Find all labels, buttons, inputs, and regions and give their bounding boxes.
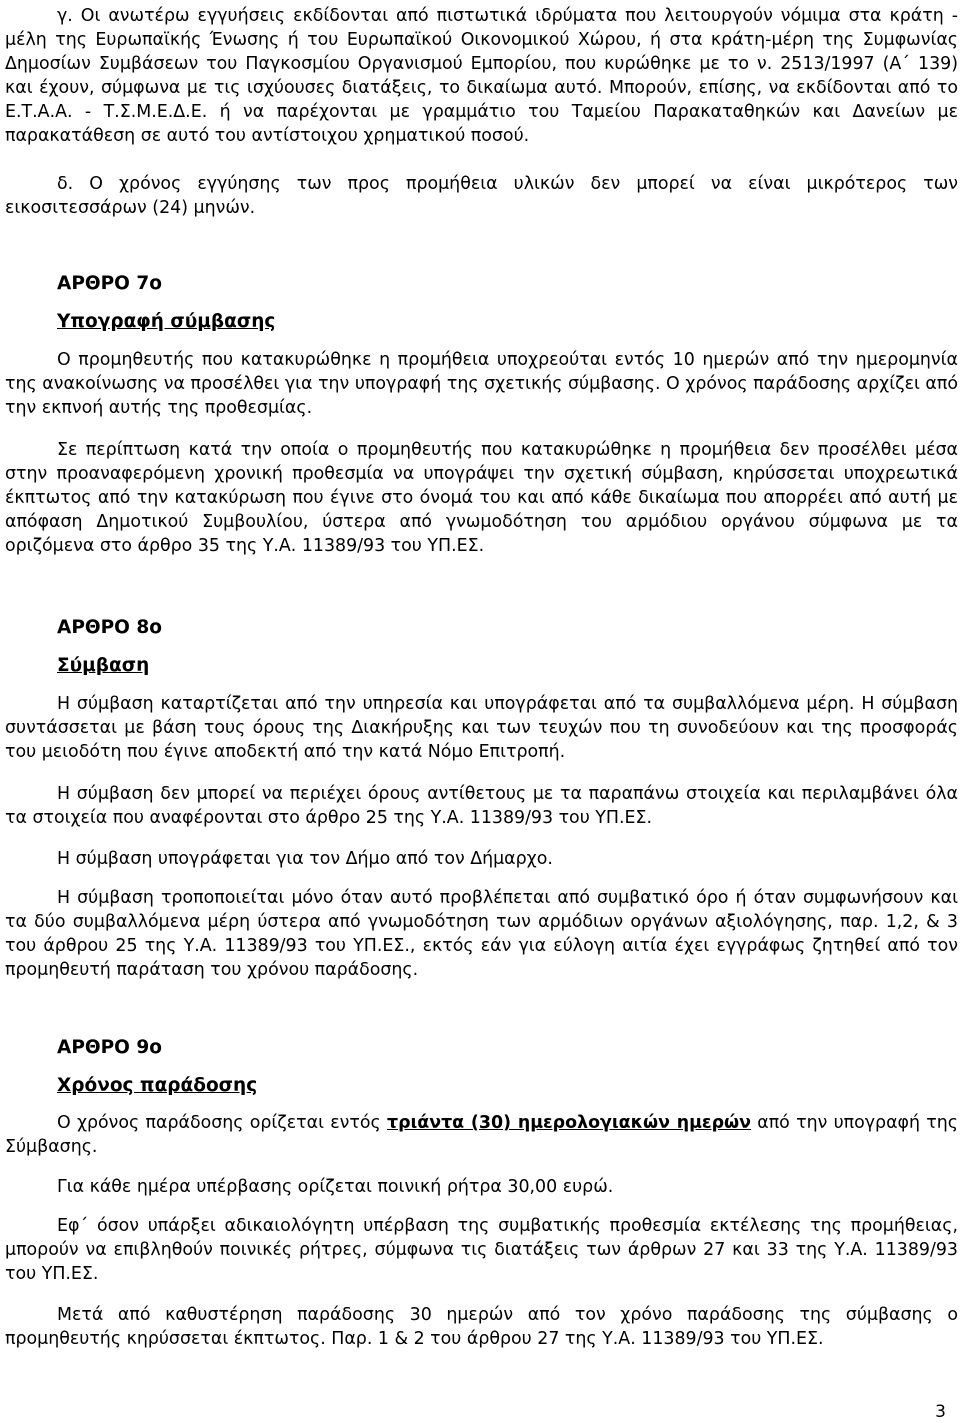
article-7-paragraph-2: Σε περίπτωση κατά την οποία ο προμηθευτής που κατακυρώθηκε η προμήθεια δεν προσέλθει μέσα στην προαναφερόμενη χρονική προθεσμία να υπογράψει την σχετική σύμβαση, κηρύσσεται υποχρεωτικά έκπτωτος από την κατακύρωση που έγινε στο όνομά του και από κάθε δικαίωμα που απορρέει από αυτή με απόφαση Δημοτικού Συμβουλίου, ύστερα από γνωμοδότηση του αρμόδιου οργάνου σύμφωνα με τα οριζόμενα στο άρθρο 35 της Υ.Α. 11389/93 του ΥΠ.ΕΣ. <box>5 440 958 556</box>
article-9-subtitle: Χρόνος παράδοσης <box>57 1075 258 1096</box>
article-8-paragraph-2: Η σύμβαση δεν μπορεί να περιέχει όρους αντίθετους με τα παραπάνω στοιχεία και περιλαμβάνει όλα τα στοιχεία που αναφέρονται στο άρθρο 25 της Υ.Α. 11389/93 του ΥΠ.ΕΣ. <box>5 784 958 828</box>
paragraph-guarantees-issuers: γ. Οι ανωτέρω εγγυήσεις εκδίδονται από πιστωτικά ιδρύματα που λειτουργούν νόμιμα στα κράτη - μέλη της Ευρωπαϊκής Ένωσης ή του Ευρωπαϊκού Οικονομικού Χώρου, ή στα κράτη-μέρη της Συμφωνίας Δημοσίων Συμβάσεων του Παγκοσμίου Οργανισμού Εμπορίου, που κυρώθηκε με το ν. 2513/1997 (Α΄ 139) και έχουν, σύμφωνα με τις ισχύουσες διατάξεις, το δικαίωμα αυτό. Μπορούν, επίσης, να εκδίδονται από το Ε.Τ.Α.Α. - Τ.Σ.Μ.Ε.Δ.Ε. ή να παρέχονται με γραμμάτιο του Ταμείου Παρακαταθηκών και Δανείων με παρακατάθεση σε αυτό του αντίστοιχου χρηματικού ποσού. <box>5 6 958 146</box>
article-9-paragraph-4: Μετά από καθυστέρηση παράδοσης 30 ημερών από τον χρόνο παράδοσης της σύμβασης ο προμηθευτής κηρύσσεται έκπτωτος. Παρ. 1 & 2 του άρθρου 27 της Υ.Α. 11389/93 του ΥΠ.ΕΣ. <box>5 1305 958 1349</box>
article-9-paragraph-3: Εφ΄ όσον υπάρξει αδικαιολόγητη υπέρβαση της συμβατικής προθεσμία εκτέλεσης της προμήθειας, μπορούν να επιβληθούν ποινικές ρήτρες, σύμφωνα τις διατάξεις των άρθρων 27 και 33 της Υ.Α. 11389/93 του ΥΠ.ΕΣ. <box>5 1216 958 1284</box>
article-8-title: ΑΡΘΡΟ 8ο <box>57 617 162 638</box>
article-8-paragraph-3: Η σύμβαση υπογράφεται για τον Δήμο από τον Δήμαρχο. <box>57 849 553 869</box>
article-8-subtitle: Σύμβαση <box>57 655 150 676</box>
article-7-title: ΑΡΘΡΟ 7ο <box>57 273 162 294</box>
article-7-subtitle: Υπογραφή σύμβασης <box>57 311 276 332</box>
article-9-p1-text-pre: Ο χρόνος παράδοσης ορίζεται εντός <box>57 1113 387 1133</box>
article-9-paragraph-1 <box>5 1111 958 1159</box>
article-7-paragraph-1: Ο προμηθευτής που κατακυρώθηκε η προμήθεια υποχρεούται εντός 10 ημερών από την ημερομηνία της ανακοίνωσης να προσέλθει για την υπογραφή της σχετικής σύμβασης. Ο χρόνος παράδοσης αρχίζει από την εκπνοή αυτής της προθεσμίας. <box>5 350 958 418</box>
article-9-p1-text-post: από την υπογραφή της Σύμβασης. <box>5 1113 958 1157</box>
article-8-paragraph-1: Η σύμβαση καταρτίζεται από την υπηρεσία και υπογράφεται από τα συμβαλλόμενα μέρη. Η σύμβαση συντάσσεται με βάση τους όρους της Διακήρυξης και των τευχών που τη συνοδεύουν και της προσφοράς του μειοδότη που έγινε αποδεκτή από την κατά Νόμο Επιτροπή. <box>5 694 958 762</box>
article-9-title: ΑΡΘΡΟ 9ο <box>57 1037 162 1058</box>
article-9-paragraph-2: Για κάθε ημέρα υπέρβασης ορίζεται ποινική ρήτρα 30,00 ευρώ. <box>57 1177 614 1197</box>
article-8-paragraph-4: Η σύμβαση τροποποιείται μόνο όταν αυτό προβλέπεται από συμβατικό όρο ή όταν συμφωνήσουν και τα δύο συμβαλλόμενα μέρη ύστερα από γνωμοδότηση των αρμόδιων οργάνων αξιολόγησης, παρ. 1,2, & 3 του άρθρου 25 της Υ.Α. 11389/93 του ΥΠ.ΕΣ., εκτός εάν για εύλογη αιτία έχει εγγράφως ζητηθεί από τον προμηθευτή παράταση του χρόνου παράδοσης. <box>5 888 958 980</box>
paragraph-guarantee-duration: δ. Ο χρόνος εγγύησης των προς προμήθεια υλικών δεν μπορεί να είναι μικρότερος των εικοσιτεσσάρων (24) μηνών. <box>5 174 958 218</box>
page-number: 3 <box>935 1402 946 1422</box>
article-9-p1-delivery-days: τριάντα (30) ημερολογιακών ημερών <box>386 1113 751 1133</box>
